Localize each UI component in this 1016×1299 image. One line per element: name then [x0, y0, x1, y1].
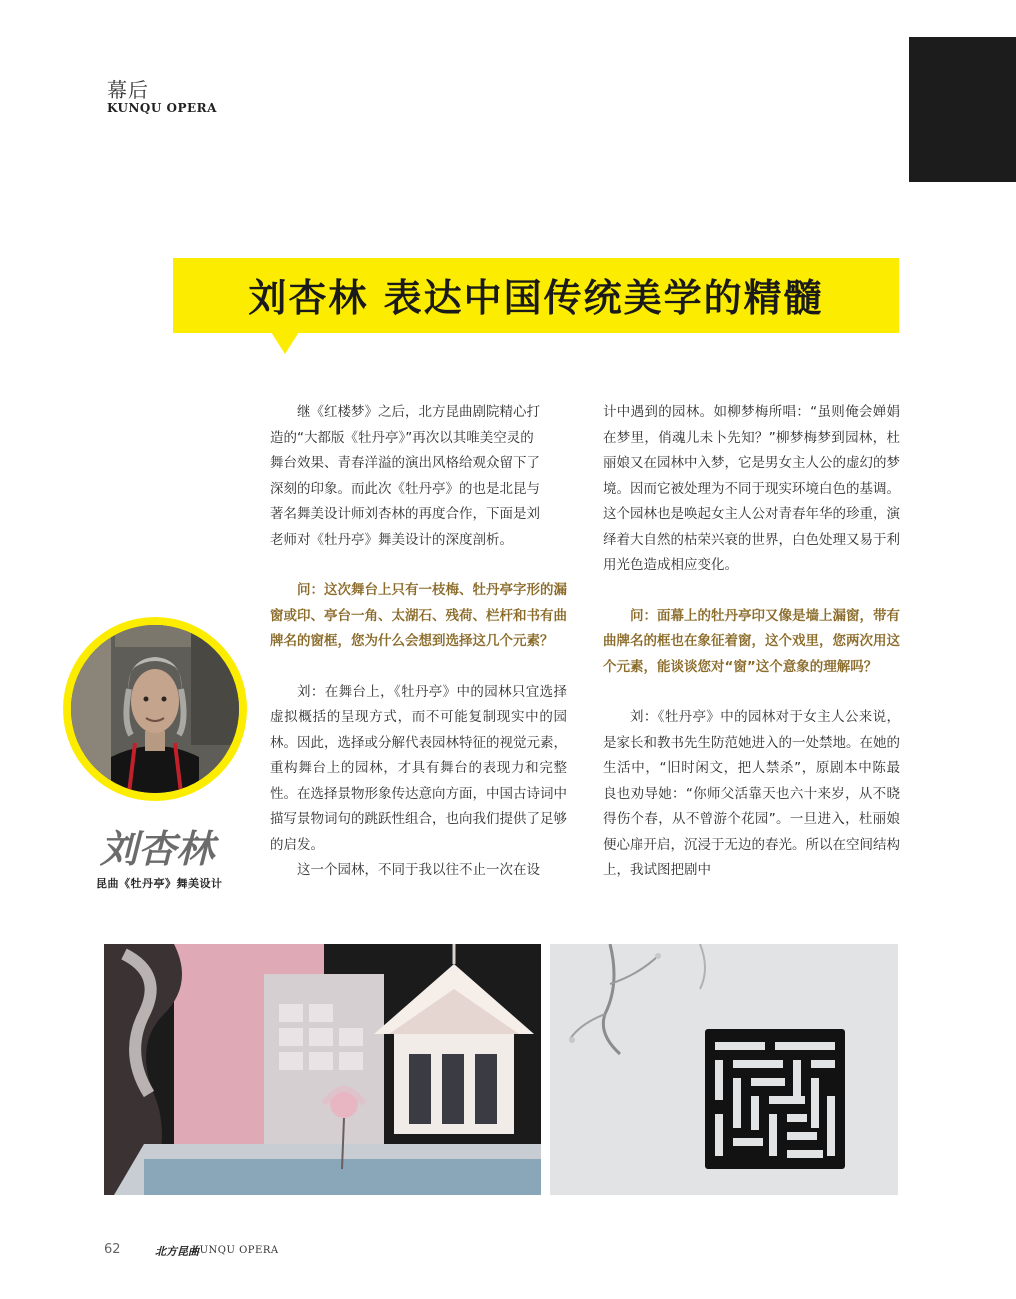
intro-line-3: 舞台效果、青春洋溢的演出风格给观众留下了 [270, 455, 540, 471]
intro-line-5: 著名舞美设计师刘杏林的再度合作，下面是刘 [270, 506, 540, 522]
intro-line-6: 老师对《牡丹亭》舞美设计的深度剖析。 [270, 531, 513, 548]
question-2: 问：面幕上的牡丹亭印又像是墙上漏窗，带有曲牌名的框也在象征着窗，这个戏里，您两次用这个元素，能谈谈您对“窗”这个意象的理解吗？ [603, 607, 900, 675]
stage-photo-illustration [104, 944, 541, 1195]
question-1: 问：这次舞台上只有一枝梅、牡丹亭字形的漏窗或印、亭台一角、太湖石、残荷、栏杆和书有曲牌名的窗框，您为什么会想到选择这几个元素？ [270, 582, 567, 649]
title-banner-pointer [271, 332, 299, 354]
stage-photo-window-seal [550, 944, 898, 1195]
footer-logo: 北方昆曲 [155, 1245, 199, 1258]
answer-1: 刘：在舞台上，《牡丹亭》中的园林只宜选择虚拟概括的呈现方式，而不可能复制现实中的园林。因此，选择或分解代表园林特征的视觉元素，重构舞台上的园林，才具有舞台的表现力和完整性。在选择景物形象传达意向方面，中国古诗词中描写景物词句的跳跃性组合，也向我们提供了足够的启发。 [270, 683, 567, 853]
portrait-caption: 昆曲《牡丹亭》舞美设计 [96, 877, 223, 890]
title-banner [173, 258, 899, 333]
answer-1-continued: 这一个园林，不同于我以往不止一次在设 [297, 862, 540, 878]
article-title: 刘杏林 表达中国传统美学的精髓 [248, 275, 824, 320]
intro-line-2: 造的“大都版《牡丹亭》”再次以其唯美空灵的 [270, 429, 534, 446]
portrait-photo [71, 625, 239, 793]
paragraph-gap [603, 680, 900, 705]
paragraph-gap [603, 579, 900, 604]
paragraph-gap [270, 655, 567, 680]
intro-line-4: 深刻的印象。而此次《牡丹亭》的也是北昆与 [270, 480, 540, 497]
name-calligraphy-text: 刘杏林 [100, 826, 215, 871]
section-title-en: KUNQU OPERA [107, 101, 217, 115]
page-edge-tab [909, 37, 1016, 182]
name-calligraphy [98, 822, 228, 872]
intro-line-1: 继《红楼梦》之后，北方昆曲剧院精心打 [297, 404, 540, 420]
section-title-cn: 幕后 [107, 78, 149, 102]
page-number: 62 [104, 1242, 121, 1257]
footer-publication-name: KUNQU OPERA [192, 1245, 279, 1256]
portrait-illustration [71, 625, 239, 793]
answer-1-end: 计中遇到的园林。如柳梦梅所唱：“虽则俺会婵娟在梦里，俏魂儿未卜先知？”柳梦梅梦到园林，杜丽娘又在园林中入梦，它是男女主人公的虚幻的梦境。因而它被处理为不同于现实环境白色的基调。这个园林也是唤起女主人公对青春年华的珍重，演绎着大自然的枯荣兴衰的世界，白色处理又易于利用光色造成相应变化。 [603, 404, 900, 573]
text-column-left [270, 400, 567, 884]
stage-photo-pavilion [104, 944, 541, 1195]
text-column-right [603, 400, 900, 884]
answer-2: 刘：《牡丹亭》中的园林对于女主人公来说，是家长和教书先生防范她进入的一处禁地。在她的生活中，“旧时闲文，把人禁杀”，原剧本中陈最良也劝导她：“你师父活靠天也六十来岁，从不晓得伤个春，从不曾游个花园”。一旦进入，杜丽娘便心扉开启，沉浸于无边的春光。所以在空间结构上，我试图把剧中 [603, 709, 900, 878]
stage-photo-illustration [550, 944, 898, 1195]
paragraph-gap [270, 553, 567, 578]
